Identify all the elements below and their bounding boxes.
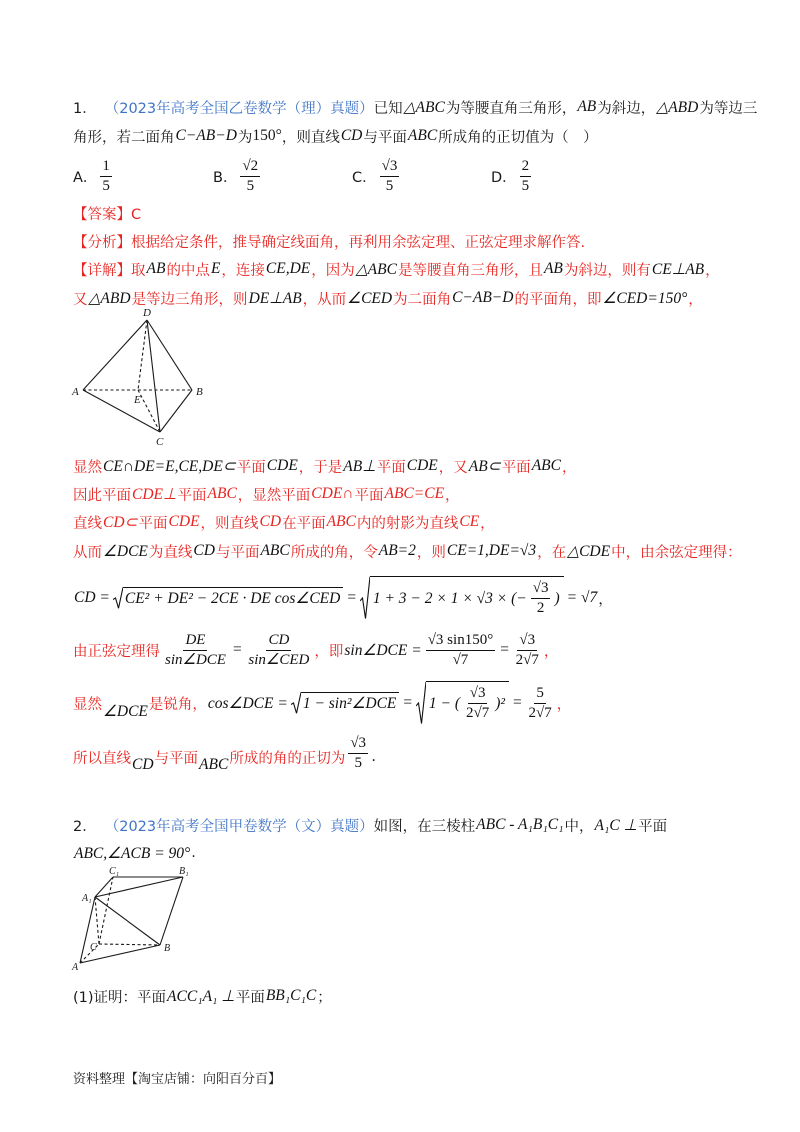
text-segment: 角形，若二面角 xyxy=(73,129,175,146)
text-segment: ， xyxy=(688,291,703,308)
question-source: （2023年高考全国乙卷数学（理）真题） xyxy=(104,100,374,117)
math-expr: ABC=CE xyxy=(384,485,445,502)
math-expr: AB⊥ xyxy=(343,457,376,475)
math-expr: CDE xyxy=(406,457,438,474)
text-segment: ，又 xyxy=(438,459,468,476)
text-segment: ，即 xyxy=(314,643,344,660)
detail-line-5 xyxy=(73,508,495,536)
text-segment: 为直线 xyxy=(148,544,193,561)
math-expr: AB xyxy=(146,260,166,277)
math-expr: CD xyxy=(340,127,363,144)
option-a[interactable] xyxy=(73,156,115,196)
detail-line-1 xyxy=(73,255,720,283)
math-expr: ABC xyxy=(531,457,561,474)
math-expr: CD xyxy=(193,542,215,559)
math-expr: ABC xyxy=(199,756,229,773)
text-segment: ， xyxy=(556,696,572,713)
numerator: √3 xyxy=(348,735,368,754)
text-segment: 平面 xyxy=(235,989,265,1006)
option-fraction xyxy=(240,158,260,195)
q2-stem-line-1 xyxy=(73,811,667,839)
math-expr: C−AB−D xyxy=(175,127,237,144)
radical-sign xyxy=(291,692,301,714)
math-expr: ∠DCE xyxy=(103,542,148,560)
text-segment: 显然 xyxy=(73,696,102,713)
point-label-e: E xyxy=(134,394,141,406)
vertex-label-b1: B₁ xyxy=(179,866,189,877)
text-segment: 所成的角，令 xyxy=(290,544,378,561)
question-source: （2023年高考全国甲卷数学（文）真题） xyxy=(104,818,374,835)
math-expr: ∠DCE xyxy=(103,702,148,720)
math-expr: DE⊥AB xyxy=(248,289,302,307)
text-segment: ； xyxy=(317,989,332,1006)
text-segment: 为斜边，则有 xyxy=(563,262,651,279)
text-segment: . xyxy=(191,845,196,861)
math-expr: C−AB−D xyxy=(452,289,514,306)
math-expr: 150° xyxy=(252,127,282,144)
square-root xyxy=(291,692,400,714)
segment-de xyxy=(138,320,147,390)
segment-a1b xyxy=(95,897,160,945)
radicand xyxy=(370,576,564,620)
option-c[interactable] xyxy=(352,156,402,196)
math-expr: AB xyxy=(543,260,563,277)
math-expr: = xyxy=(231,641,243,658)
conclusion-line xyxy=(73,733,377,781)
text-segment: 内的射影为直线 xyxy=(356,515,459,532)
math-expr: ABC xyxy=(207,485,237,502)
q1-options xyxy=(0,156,800,196)
option-label: C． xyxy=(352,169,377,186)
denominator: 5 xyxy=(354,754,362,771)
math-expr: CD xyxy=(259,513,282,530)
denominator: 5 xyxy=(521,177,530,194)
math-expr: ACC₁A₁ ⊥ xyxy=(167,987,235,1005)
text-segment: ，则直线 xyxy=(200,515,259,532)
radical-sign xyxy=(360,576,370,620)
fraction xyxy=(464,685,491,722)
math-expr: △ABC xyxy=(403,98,445,116)
page-footer: 资料整理【淘宝店铺：向阳百分百】 xyxy=(73,1072,282,1087)
text-segment: 为等腰直角三角形， xyxy=(445,100,577,117)
q2-part-1 xyxy=(73,982,332,1010)
text-segment: 所以直线 xyxy=(73,750,131,767)
math-expr: CE=1,DE=√3 xyxy=(446,542,537,559)
detail-line-3 xyxy=(73,452,576,480)
math-expr: AB xyxy=(577,98,597,115)
fraction xyxy=(246,632,311,669)
math-expr: 1 + 3 − 2 × 1 × √3 × (− xyxy=(372,589,527,607)
math-expr: = xyxy=(346,589,357,606)
option-fraction xyxy=(100,158,112,195)
math-expr: = xyxy=(402,694,413,711)
vertex-label-b: B xyxy=(196,386,203,398)
math-expr: )² xyxy=(495,694,506,712)
denominator: 2 xyxy=(536,600,545,616)
math-expr: △CDE xyxy=(567,542,611,560)
text-segment: 为等边三 xyxy=(699,100,758,117)
square-root xyxy=(416,681,509,725)
numerator: √3 xyxy=(517,632,537,651)
numerator: 1 xyxy=(100,158,112,177)
text-segment: 由正弦定理得 xyxy=(73,643,160,660)
denominator: 2√7 xyxy=(528,704,552,721)
vertex-label-a1: A₁ xyxy=(82,893,92,904)
equation-sine-rule xyxy=(73,626,558,674)
text-segment: 是等腰直角三角形，且 xyxy=(397,262,543,279)
math-expr: cos∠DCE = xyxy=(207,694,288,712)
math-expr: ) xyxy=(554,589,560,607)
math-expr: = xyxy=(512,694,523,711)
math-expr: △ABC xyxy=(355,260,397,278)
math-expr: ABC,∠ACB = 90° xyxy=(74,844,191,862)
math-expr: CD = xyxy=(74,589,110,606)
edge-a1b1 xyxy=(95,877,183,897)
radical-sign xyxy=(416,681,426,725)
text-segment: ，连接 xyxy=(221,262,265,279)
numerator: 2 xyxy=(520,158,532,177)
math-expr: CE⊥AB xyxy=(651,260,705,278)
text-segment: 与平面 xyxy=(215,544,260,561)
denominator: sin∠DCE xyxy=(165,651,226,668)
math-expr: △ABD xyxy=(88,289,131,307)
analysis-text: 【分析】根据给定条件，推导确定线面角，再利用余弦定理、正弦定理求解作答. xyxy=(73,234,586,251)
text-segment: 为二面角 xyxy=(393,291,452,308)
numerator: √3 xyxy=(468,685,488,704)
option-fraction xyxy=(380,158,400,195)
question-number: 2． xyxy=(73,818,97,835)
text-segment: 所成的角的正切为 xyxy=(229,750,346,767)
text-segment: ，从而 xyxy=(302,291,347,308)
text-segment: 的中点 xyxy=(166,262,210,279)
fraction xyxy=(426,632,496,669)
numerator: DE xyxy=(183,632,207,651)
math-expr: . xyxy=(372,748,376,765)
analysis-line xyxy=(73,227,585,255)
math-expr: CE xyxy=(459,513,480,530)
text-segment: 是锐角， xyxy=(148,696,207,713)
fraction xyxy=(163,632,228,669)
denominator: 5 xyxy=(385,177,394,194)
text-segment: 在平面 xyxy=(282,515,326,532)
radicand: CE² + DE² − 2CE · DE cos∠CED xyxy=(123,587,343,609)
detail-line-4 xyxy=(73,480,460,508)
text-segment: ，则直线 xyxy=(281,129,340,146)
q1-stem-line-1 xyxy=(73,93,757,121)
numerator: √3 xyxy=(531,580,551,599)
math-expr: ABC xyxy=(326,513,356,530)
question-number: 1． xyxy=(73,100,97,117)
text-segment: 与平面 xyxy=(363,129,407,146)
math-expr: sin∠DCE = xyxy=(344,641,422,659)
math-expr: BB₁C₁C xyxy=(265,987,317,1004)
vertex-label-d: D xyxy=(143,307,151,319)
edge-da xyxy=(83,320,147,390)
vertex-label-b: B xyxy=(164,943,171,954)
text-segment: ， xyxy=(598,591,613,608)
option-label: B． xyxy=(213,169,238,186)
edge-cb xyxy=(99,944,160,945)
text-segment: 平面 xyxy=(177,487,207,504)
math-expr: ∠CED=150° xyxy=(602,289,688,307)
math-expr: CDE∩ xyxy=(311,485,354,502)
math-expr: AB⊂ xyxy=(468,457,501,475)
math-expr: = √7 xyxy=(566,589,598,606)
vertex-label-c: C xyxy=(90,942,97,953)
numerator: √3 sin150° xyxy=(426,632,496,651)
denominator: 2√7 xyxy=(515,651,539,668)
denominator: sin∠CED xyxy=(248,651,310,668)
text-segment: 为斜边， xyxy=(597,100,656,117)
option-label: A． xyxy=(73,169,98,186)
text-segment: 平面 xyxy=(354,487,384,504)
text-segment: 【详解】取 xyxy=(73,262,146,279)
option-d[interactable] xyxy=(491,156,534,196)
fraction xyxy=(348,735,368,772)
tetrahedron-figure xyxy=(60,305,220,455)
vertex-label-c1: C₁ xyxy=(109,866,120,877)
vertex-label-a: A xyxy=(72,962,79,973)
text-segment: 与平面 xyxy=(154,750,199,767)
equation-cosine-rule xyxy=(73,574,613,622)
math-expr: CDE⊥ xyxy=(132,485,177,503)
radical-sign xyxy=(113,587,123,609)
numerator: CD xyxy=(266,632,291,651)
fraction xyxy=(527,685,554,722)
text-segment: ， xyxy=(543,643,559,660)
answer-line xyxy=(73,199,141,227)
text-segment: 平面 xyxy=(138,515,168,532)
q1-stem-line-2 xyxy=(73,122,598,150)
fraction xyxy=(531,580,551,617)
text-segment: 中，由余弦定理得： xyxy=(611,544,742,561)
math-expr: CDE xyxy=(168,513,200,530)
text-segment: 因此平面 xyxy=(73,487,131,504)
text-segment: 为 xyxy=(237,129,253,146)
vertex-label-a: A xyxy=(72,386,79,398)
text-segment: ，在 xyxy=(537,544,567,561)
edge-bb1 xyxy=(160,877,183,945)
text-segment: ， xyxy=(480,515,495,532)
vertex-label-c: C xyxy=(156,436,164,448)
denominator: 2√7 xyxy=(466,705,490,721)
text-segment: 从而 xyxy=(73,544,102,561)
numerator: 5 xyxy=(534,685,546,704)
text-segment: 中， xyxy=(564,818,594,835)
numerator: √3 xyxy=(380,158,400,177)
prism-figure xyxy=(60,862,210,977)
text-segment: 平面 xyxy=(236,459,266,476)
text-segment: 显然 xyxy=(73,459,102,476)
math-expr: △ABD xyxy=(656,98,699,116)
edge-aa1 xyxy=(80,897,95,963)
square-root xyxy=(360,576,564,620)
math-expr: ABC xyxy=(407,127,438,144)
math-expr: CE∩DE=E,CE,DE⊂ xyxy=(103,457,236,475)
math-expr: AB=2 xyxy=(378,542,416,559)
option-b[interactable] xyxy=(213,156,263,196)
square-root xyxy=(113,587,343,609)
text-segment: 是等边三角形，则 xyxy=(131,291,248,308)
math-expr: E xyxy=(210,260,221,277)
fraction xyxy=(514,632,541,669)
edge-bc xyxy=(160,390,192,432)
answer-text: 【答案】C xyxy=(73,206,142,223)
math-expr: CE,DE xyxy=(265,260,311,277)
denominator: 5 xyxy=(102,177,110,194)
text-segment: ，于是 xyxy=(298,459,343,476)
text-segment: 又 xyxy=(73,291,88,308)
text-segment: 所成角的正切值为（ ） xyxy=(438,129,598,146)
option-fraction xyxy=(520,158,532,195)
math-expr: = xyxy=(499,641,510,658)
math-expr: CDE xyxy=(266,457,298,474)
text-segment: ， xyxy=(445,487,460,504)
text-segment: 平面 xyxy=(376,459,406,476)
equation-cosine-angle xyxy=(73,679,571,727)
math-expr: 1 − ( xyxy=(428,694,460,712)
math-expr: A₁C ⊥ xyxy=(594,816,638,834)
denominator: √7 xyxy=(452,651,469,668)
denominator: 5 xyxy=(246,177,255,194)
text-segment: ，显然平面 xyxy=(237,487,311,504)
text-segment: (1)证明：平面 xyxy=(73,989,167,1006)
text-segment: ，因为 xyxy=(311,262,355,279)
text-segment: ， xyxy=(705,262,720,279)
detail-line-6 xyxy=(73,537,742,565)
radicand xyxy=(426,681,509,725)
text-segment: 已知 xyxy=(373,100,403,117)
text-segment: 如图，在三棱柱 xyxy=(373,818,476,835)
math-expr: CD xyxy=(132,756,154,773)
edge-cc1 xyxy=(99,877,113,944)
numerator: √2 xyxy=(240,158,260,177)
math-expr: ABC - A₁B₁C₁ xyxy=(476,816,564,833)
text-segment: 平面 xyxy=(638,818,668,835)
radicand: 1 − sin²∠DCE xyxy=(301,692,400,714)
math-expr: CD⊂ xyxy=(103,513,138,531)
text-segment: ，则 xyxy=(416,544,446,561)
math-expr: ∠CED xyxy=(347,289,393,307)
math-expr: ABC xyxy=(260,542,290,559)
text-segment: ， xyxy=(561,459,577,476)
segment-a1c xyxy=(95,897,99,944)
option-label: D． xyxy=(491,169,517,186)
text-segment: 直线 xyxy=(73,515,102,532)
text-segment: 平面 xyxy=(501,459,531,476)
text-segment: 的平面角，即 xyxy=(514,291,602,308)
